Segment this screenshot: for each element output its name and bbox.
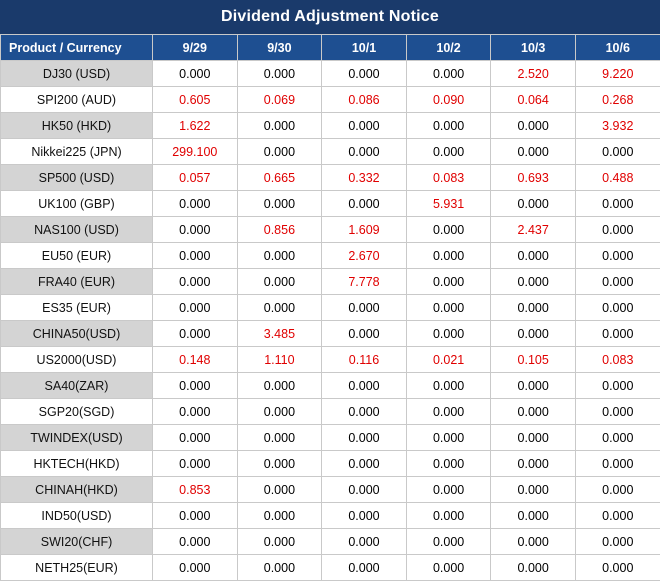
cell-value: 2.670: [322, 243, 407, 269]
cell-value: 2.520: [491, 61, 576, 87]
cell-value: 0.000: [237, 451, 322, 477]
cell-value: 0.000: [406, 243, 491, 269]
cell-value: 0.000: [237, 373, 322, 399]
cell-value: 0.000: [237, 113, 322, 139]
column-header-date-4: 10/2: [406, 35, 491, 61]
cell-value: 0.000: [575, 217, 660, 243]
cell-value: 0.000: [237, 295, 322, 321]
cell-value: 0.000: [322, 477, 407, 503]
cell-value: 0.000: [575, 139, 660, 165]
row-label: HK50 (HKD): [1, 113, 153, 139]
cell-value: 0.000: [575, 477, 660, 503]
cell-value: 0.000: [153, 269, 238, 295]
cell-value: 0.000: [237, 399, 322, 425]
row-label: Nikkei225 (JPN): [1, 139, 153, 165]
cell-value: 0.000: [237, 555, 322, 581]
cell-value: 0.000: [322, 399, 407, 425]
cell-value: 0.488: [575, 165, 660, 191]
column-header-date-2: 9/30: [237, 35, 322, 61]
cell-value: 0.000: [153, 555, 238, 581]
cell-value: 0.000: [491, 425, 576, 451]
cell-value: 0.000: [153, 373, 238, 399]
cell-value: 0.000: [153, 217, 238, 243]
column-header-date-1: 9/29: [153, 35, 238, 61]
cell-value: 2.437: [491, 217, 576, 243]
cell-value: 0.000: [322, 451, 407, 477]
cell-value: 0.000: [406, 503, 491, 529]
cell-value: 0.148: [153, 347, 238, 373]
row-label: SGP20(SGD): [1, 399, 153, 425]
cell-value: 0.268: [575, 87, 660, 113]
cell-value: 0.000: [491, 477, 576, 503]
row-label: NETH25(EUR): [1, 555, 153, 581]
cell-value: 0.000: [237, 243, 322, 269]
cell-value: 0.000: [237, 477, 322, 503]
cell-value: 0.000: [322, 139, 407, 165]
cell-value: 0.000: [406, 529, 491, 555]
row-label: EU50 (EUR): [1, 243, 153, 269]
table-body: [1, 61, 660, 581]
cell-value: 0.057: [153, 165, 238, 191]
table-row: [1, 399, 660, 425]
cell-value: 0.000: [322, 555, 407, 581]
cell-value: 0.000: [406, 269, 491, 295]
cell-value: 299.100: [153, 139, 238, 165]
row-label: ES35 (EUR): [1, 295, 153, 321]
cell-value: 1.110: [237, 347, 322, 373]
cell-value: 0.000: [491, 555, 576, 581]
cell-value: 0.000: [575, 555, 660, 581]
cell-value: 0.000: [406, 321, 491, 347]
row-label: SWI20(CHF): [1, 529, 153, 555]
row-label: TWINDEX(USD): [1, 425, 153, 451]
table-row: [1, 139, 660, 165]
cell-value: 0.083: [575, 347, 660, 373]
page-title-text: Dividend Adjustment Notice: [221, 8, 439, 25]
table-row: [1, 425, 660, 451]
cell-value: 0.000: [575, 425, 660, 451]
cell-value: 0.000: [406, 425, 491, 451]
cell-value: 0.000: [575, 243, 660, 269]
cell-value: 0.000: [153, 425, 238, 451]
cell-value: 0.000: [491, 191, 576, 217]
cell-value: 0.000: [575, 399, 660, 425]
row-label: SPI200 (AUD): [1, 87, 153, 113]
cell-value: 0.000: [153, 191, 238, 217]
cell-value: 0.000: [322, 373, 407, 399]
cell-value: 0.000: [406, 113, 491, 139]
cell-value: 0.000: [491, 399, 576, 425]
table-row: [1, 113, 660, 139]
cell-value: 5.931: [406, 191, 491, 217]
cell-value: 0.605: [153, 87, 238, 113]
cell-value: 0.000: [237, 61, 322, 87]
cell-value: 0.000: [575, 295, 660, 321]
table-row: [1, 269, 660, 295]
cell-value: 0.000: [237, 425, 322, 451]
cell-value: 0.090: [406, 87, 491, 113]
cell-value: 0.000: [575, 529, 660, 555]
table-header: [1, 35, 660, 61]
cell-value: 0.000: [322, 321, 407, 347]
column-header-product: Product / Currency: [1, 35, 153, 61]
cell-value: 0.000: [491, 529, 576, 555]
dividend-table: [0, 34, 660, 581]
cell-value: 0.000: [491, 451, 576, 477]
cell-value: 0.000: [237, 529, 322, 555]
table-row: [1, 295, 660, 321]
cell-value: 3.485: [237, 321, 322, 347]
table-row: [1, 373, 660, 399]
row-label: US2000(USD): [1, 347, 153, 373]
cell-value: 0.853: [153, 477, 238, 503]
cell-value: 7.778: [322, 269, 407, 295]
cell-value: 0.000: [406, 139, 491, 165]
row-label: SA40(ZAR): [1, 373, 153, 399]
cell-value: 9.220: [575, 61, 660, 87]
table-row: [1, 191, 660, 217]
cell-value: 0.021: [406, 347, 491, 373]
table-row: [1, 217, 660, 243]
cell-value: 0.000: [575, 269, 660, 295]
cell-value: 0.069: [237, 87, 322, 113]
cell-value: 3.932: [575, 113, 660, 139]
row-label: NAS100 (USD): [1, 217, 153, 243]
row-label: DJ30 (USD): [1, 61, 153, 87]
cell-value: 1.609: [322, 217, 407, 243]
cell-value: 0.000: [322, 113, 407, 139]
cell-value: 0.000: [491, 139, 576, 165]
row-label: UK100 (GBP): [1, 191, 153, 217]
cell-value: 0.000: [491, 503, 576, 529]
cell-value: 0.000: [491, 373, 576, 399]
table-row: [1, 529, 660, 555]
cell-value: 0.856: [237, 217, 322, 243]
page-title: [0, 0, 660, 34]
table-row: [1, 243, 660, 269]
cell-value: 0.665: [237, 165, 322, 191]
cell-value: 0.000: [153, 321, 238, 347]
cell-value: 0.000: [322, 295, 407, 321]
cell-value: 0.116: [322, 347, 407, 373]
cell-value: 0.000: [406, 217, 491, 243]
cell-value: 0.000: [153, 243, 238, 269]
cell-value: 0.000: [322, 61, 407, 87]
cell-value: 0.000: [153, 529, 238, 555]
row-label: IND50(USD): [1, 503, 153, 529]
cell-value: 0.000: [491, 295, 576, 321]
cell-value: 0.000: [575, 191, 660, 217]
cell-value: 0.105: [491, 347, 576, 373]
cell-value: 0.000: [322, 425, 407, 451]
cell-value: 0.000: [237, 139, 322, 165]
cell-value: 0.000: [406, 61, 491, 87]
cell-value: 0.000: [322, 191, 407, 217]
cell-value: 0.000: [406, 555, 491, 581]
table-row: [1, 61, 660, 87]
cell-value: 0.000: [491, 243, 576, 269]
row-label: CHINAH(HKD): [1, 477, 153, 503]
column-header-date-6: 10/6: [575, 35, 660, 61]
cell-value: 0.000: [491, 269, 576, 295]
table-row: [1, 347, 660, 373]
cell-value: 0.000: [322, 503, 407, 529]
table-row: [1, 321, 660, 347]
table-row: [1, 451, 660, 477]
table-row: [1, 87, 660, 113]
cell-value: 0.000: [575, 373, 660, 399]
cell-value: 0.000: [322, 529, 407, 555]
cell-value: 0.000: [237, 191, 322, 217]
cell-value: 0.000: [575, 503, 660, 529]
cell-value: 0.000: [153, 61, 238, 87]
table-row: [1, 165, 660, 191]
row-label: HKTECH(HKD): [1, 451, 153, 477]
cell-value: 0.000: [237, 269, 322, 295]
row-label: SP500 (USD): [1, 165, 153, 191]
row-label: CHINA50(USD): [1, 321, 153, 347]
cell-value: 0.000: [575, 451, 660, 477]
table-row: [1, 477, 660, 503]
cell-value: 0.000: [491, 113, 576, 139]
cell-value: 0.000: [153, 295, 238, 321]
cell-value: 0.086: [322, 87, 407, 113]
cell-value: 0.000: [491, 321, 576, 347]
cell-value: 0.000: [153, 451, 238, 477]
cell-value: 1.622: [153, 113, 238, 139]
table-header-row: [1, 35, 660, 61]
cell-value: 0.083: [406, 165, 491, 191]
cell-value: 0.000: [406, 399, 491, 425]
cell-value: 0.064: [491, 87, 576, 113]
cell-value: 0.000: [575, 321, 660, 347]
row-label: FRA40 (EUR): [1, 269, 153, 295]
cell-value: 0.693: [491, 165, 576, 191]
cell-value: 0.332: [322, 165, 407, 191]
cell-value: 0.000: [237, 503, 322, 529]
cell-value: 0.000: [406, 451, 491, 477]
cell-value: 0.000: [153, 399, 238, 425]
cell-value: 0.000: [406, 373, 491, 399]
table-row: [1, 503, 660, 529]
column-header-date-5: 10/3: [491, 35, 576, 61]
cell-value: 0.000: [406, 295, 491, 321]
table-row: [1, 555, 660, 581]
cell-value: 0.000: [406, 477, 491, 503]
column-header-date-3: 10/1: [322, 35, 407, 61]
cell-value: 0.000: [153, 503, 238, 529]
